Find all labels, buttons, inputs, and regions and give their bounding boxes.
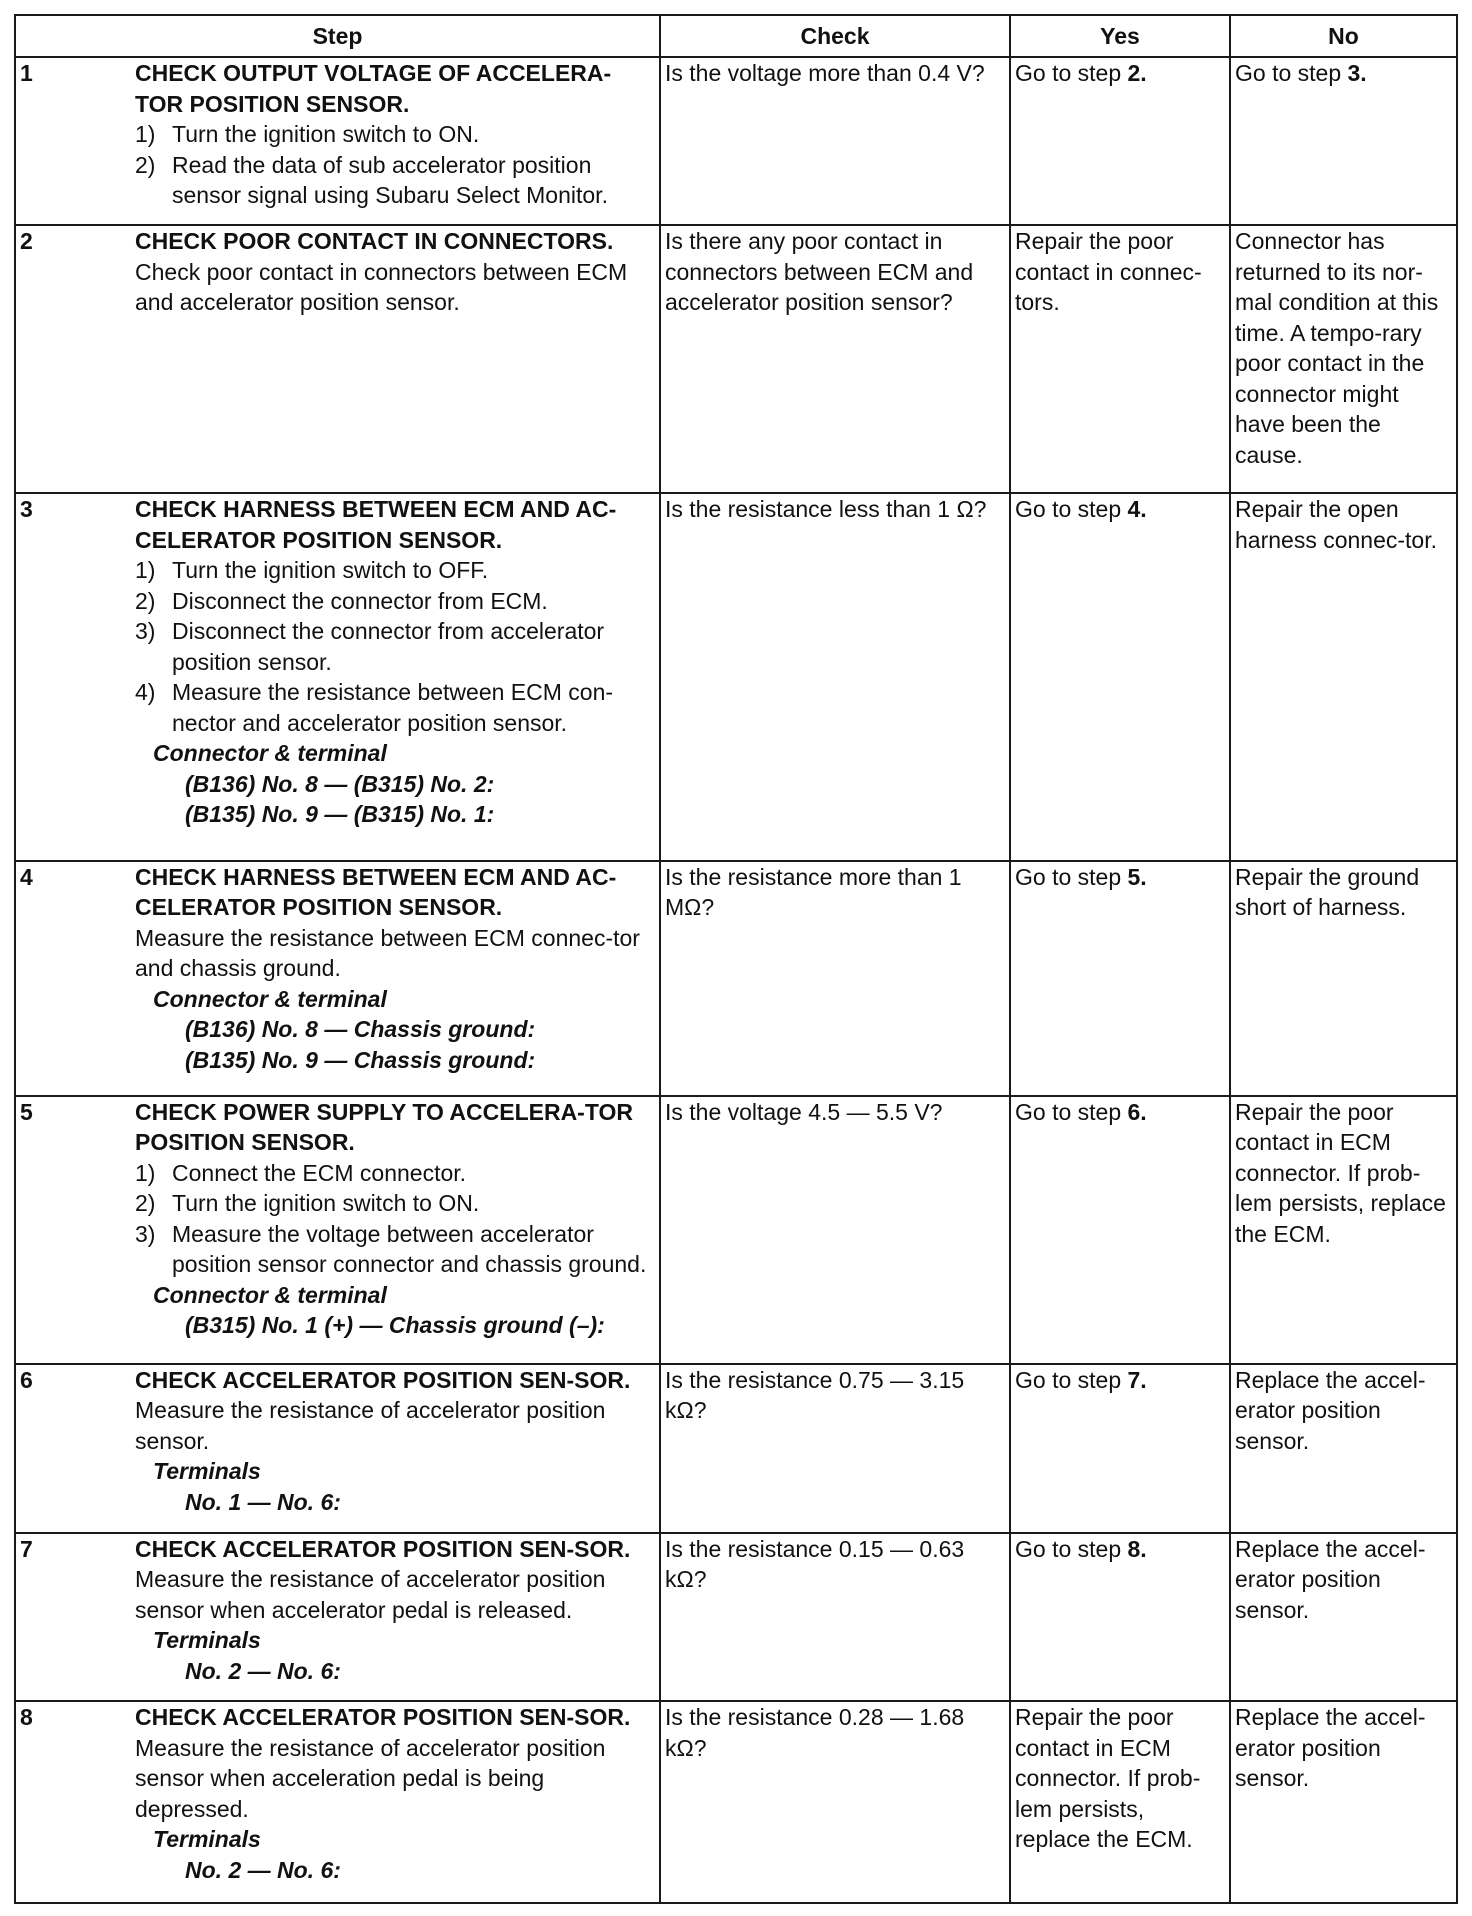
no-text: Repair the ground short of harness. — [1235, 863, 1420, 921]
connector-terminal-line: No. 1 — No. 6: — [185, 1488, 341, 1515]
step-number: 6 — [20, 1366, 33, 1393]
step-cell — [15, 225, 660, 493]
no-cell — [1230, 493, 1457, 861]
substep-number: 1) — [135, 121, 156, 147]
connector-terminal-line: (B135) No. 9 — Chassis ground: — [185, 1046, 536, 1073]
substep-text: Measure the voltage between accelerator position sensor connector and chassis ground. — [172, 1220, 647, 1278]
no-text: Repair the poor contact in ECM connector. If prob-lem persists, replace the ECM. — [1235, 1098, 1446, 1247]
check-cell: Is the resistance less than 1 Ω? — [660, 493, 1010, 861]
yes-cell — [1010, 1364, 1230, 1533]
table-row — [15, 1364, 1457, 1533]
substep — [135, 586, 655, 617]
substep — [135, 1158, 655, 1189]
no-text: Connector has returned to its nor-mal condition at this time. A tempo-rary poor contact in the connector might have been the cause. — [1235, 228, 1439, 468]
check-cell: Is the voltage more than 0.4 V? — [660, 57, 1010, 225]
no-cell — [1230, 1096, 1457, 1364]
yes-step-ref: 2. — [1127, 60, 1147, 86]
step-body — [135, 1097, 659, 1341]
step-cell — [15, 1701, 660, 1903]
step-title: CHECK OUTPUT VOLTAGE OF ACCELERA-TOR POSITION SENSOR. — [135, 60, 612, 117]
header-check: Check — [660, 15, 1010, 57]
step-cell — [15, 1533, 660, 1702]
substep-number: 2) — [135, 587, 156, 614]
step-cell — [15, 1364, 660, 1533]
substep — [135, 677, 655, 738]
no-text: Go to step — [1235, 60, 1348, 86]
substep-number: 2) — [135, 1190, 156, 1217]
step-number: 2 — [20, 228, 33, 255]
table-row — [15, 493, 1457, 861]
step-description: Measure the resistance of accelerator position sensor when acceleration pedal is being depressed. — [135, 1734, 606, 1822]
yes-text: Repair the poor contact in ECM connector. If prob-lem persists, replace the ECM. — [1015, 1704, 1201, 1853]
step-title: CHECK HARNESS BETWEEN ECM AND AC-CELERATOR POSITION SENSOR. — [135, 863, 617, 921]
yes-text: Go to step — [1015, 496, 1128, 523]
header-step: Step — [15, 15, 660, 57]
step-title: CHECK HARNESS BETWEEN ECM AND AC-CELERATOR POSITION SENSOR. — [135, 496, 617, 553]
yes-cell — [1010, 1096, 1230, 1364]
check-cell: Is the resistance 0.75 — 3.15 kΩ? — [660, 1364, 1010, 1533]
substep — [135, 555, 655, 586]
yes-text: Go to step — [1015, 1535, 1128, 1562]
step-title: CHECK POWER SUPPLY TO ACCELERA-TOR POSITION SENSOR. — [135, 1098, 633, 1156]
step-body — [135, 862, 659, 1076]
table-row — [15, 1701, 1457, 1903]
step-description: Measure the resistance of accelerator position sensor when accelerator pedal is released. — [135, 1566, 606, 1623]
step-number: 5 — [20, 1098, 33, 1125]
yes-cell — [1010, 57, 1230, 225]
connector-terminal-title: Connector & terminal — [153, 740, 387, 767]
connector-terminal-line: (B136) No. 8 — Chassis ground: — [185, 1016, 536, 1043]
substep-text: Connect the ECM connector. — [172, 1159, 467, 1186]
substep-number: 2) — [135, 151, 156, 178]
diagnostic-table — [14, 14, 1458, 1904]
step-title: CHECK ACCELERATOR POSITION SEN-SOR. — [135, 1704, 631, 1731]
step-body — [135, 58, 659, 211]
yes-cell — [1010, 861, 1230, 1096]
yes-step-ref: 4. — [1127, 496, 1147, 523]
connector-terminal-line: No. 2 — No. 6: — [185, 1856, 341, 1883]
no-cell — [1230, 1533, 1457, 1702]
connector-terminal-line: (B136) No. 8 — (B315) No. 2: — [185, 770, 495, 797]
check-cell: Is the voltage 4.5 — 5.5 V? — [660, 1096, 1010, 1364]
substep-number: 1) — [135, 1159, 156, 1186]
step-number: 8 — [20, 1704, 33, 1731]
no-cell — [1230, 225, 1457, 493]
yes-cell — [1010, 1701, 1230, 1903]
yes-step-ref: 7. — [1127, 1366, 1147, 1393]
step-body — [135, 1365, 659, 1518]
connector-terminal-title: Terminals — [153, 1627, 261, 1654]
connector-terminal-line: (B135) No. 9 — (B315) No. 1: — [185, 801, 495, 828]
step-body — [135, 494, 659, 830]
connector-terminal-title: Terminals — [153, 1458, 261, 1485]
no-step-ref: 3. — [1347, 60, 1367, 86]
step-cell — [15, 57, 660, 225]
connector-terminal-line: (B315) No. 1 (+) — Chassis ground (–): — [185, 1312, 605, 1339]
yes-cell — [1010, 493, 1230, 861]
connector-terminal-line: No. 2 — No. 6: — [185, 1657, 341, 1684]
table-row — [15, 1533, 1457, 1702]
no-cell — [1230, 1701, 1457, 1903]
header-no: No — [1230, 15, 1457, 57]
check-cell: Is the resistance 0.15 — 0.63 kΩ? — [660, 1533, 1010, 1702]
table-row — [15, 57, 1457, 225]
yes-cell — [1010, 1533, 1230, 1702]
no-cell — [1230, 861, 1457, 1096]
table-row — [15, 1096, 1457, 1364]
no-text: Repair the open harness connec-tor. — [1235, 496, 1438, 553]
step-cell — [15, 1096, 660, 1364]
check-cell: Is there any poor contact in connectors between ECM and accelerator position sensor? — [660, 225, 1010, 493]
substep-text: Disconnect the connector from accelerator position sensor. — [172, 618, 605, 675]
check-cell: Is the resistance more than 1 MΩ? — [660, 861, 1010, 1096]
step-number: 7 — [20, 1535, 33, 1562]
step-title: CHECK POOR CONTACT IN CONNECTORS. — [135, 228, 614, 255]
yes-text: Go to step — [1015, 60, 1128, 86]
yes-text: Repair the poor contact in connec-tors. — [1015, 228, 1202, 316]
substep — [135, 1188, 655, 1219]
yes-text: Go to step — [1015, 863, 1128, 890]
no-text: Replace the accel-erator position sensor. — [1235, 1535, 1426, 1623]
check-cell: Is the resistance 0.28 — 1.68 kΩ? — [660, 1701, 1010, 1903]
yes-step-ref: 6. — [1127, 1098, 1147, 1125]
step-description: Measure the resistance of accelerator position sensor. — [135, 1397, 606, 1454]
connector-terminal-title: Connector & terminal — [153, 985, 387, 1012]
step-title: CHECK ACCELERATOR POSITION SEN-SOR. — [135, 1366, 631, 1393]
step-description: Measure the resistance between ECM connec-tor and chassis ground. — [135, 924, 640, 982]
step-number: 4 — [20, 863, 33, 890]
substep-number: 1) — [135, 557, 156, 584]
connector-terminal-title: Connector & terminal — [153, 1281, 387, 1308]
substep-text: Turn the ignition switch to ON. — [172, 1190, 480, 1217]
substep-text: Turn the ignition switch to OFF. — [172, 557, 489, 584]
substep-number: 4) — [135, 679, 156, 706]
step-body — [135, 1702, 659, 1885]
step-title: CHECK ACCELERATOR POSITION SEN-SOR. — [135, 1535, 631, 1562]
substep — [135, 1219, 655, 1280]
no-text: Replace the accel-erator position sensor. — [1235, 1704, 1426, 1792]
no-cell — [1230, 1364, 1457, 1533]
substep — [135, 616, 655, 677]
substep-number: 3) — [135, 618, 156, 645]
connector-terminal-title: Terminals — [153, 1826, 261, 1853]
substep-text: Turn the ignition switch to ON. — [172, 121, 480, 147]
header-yes: Yes — [1010, 15, 1230, 57]
step-cell — [15, 493, 660, 861]
table-row — [15, 861, 1457, 1096]
substep-text: Read the data of sub accelerator position sensor signal using Subaru Select Monitor. — [172, 151, 608, 208]
no-text: Replace the accel-erator position sensor. — [1235, 1366, 1426, 1454]
yes-cell — [1010, 225, 1230, 493]
step-body — [135, 226, 659, 318]
substep-number: 3) — [135, 1220, 156, 1247]
substep-text: Measure the resistance between ECM con-nector and accelerator position sensor. — [172, 679, 614, 736]
step-cell — [15, 861, 660, 1096]
substep — [135, 119, 655, 150]
yes-text: Go to step — [1015, 1366, 1128, 1393]
step-description: Check poor contact in connectors between ECM and accelerator position sensor. — [135, 258, 628, 316]
substep — [135, 150, 655, 211]
step-body — [135, 1534, 659, 1687]
yes-step-ref: 5. — [1127, 863, 1147, 890]
step-number: 3 — [20, 496, 33, 523]
step-number: 1 — [20, 60, 33, 86]
header-row — [15, 15, 1457, 57]
yes-text: Go to step — [1015, 1098, 1128, 1125]
substep-text: Disconnect the connector from ECM. — [172, 587, 548, 614]
no-cell — [1230, 57, 1457, 225]
yes-step-ref: 8. — [1127, 1535, 1147, 1562]
table-row — [15, 225, 1457, 493]
